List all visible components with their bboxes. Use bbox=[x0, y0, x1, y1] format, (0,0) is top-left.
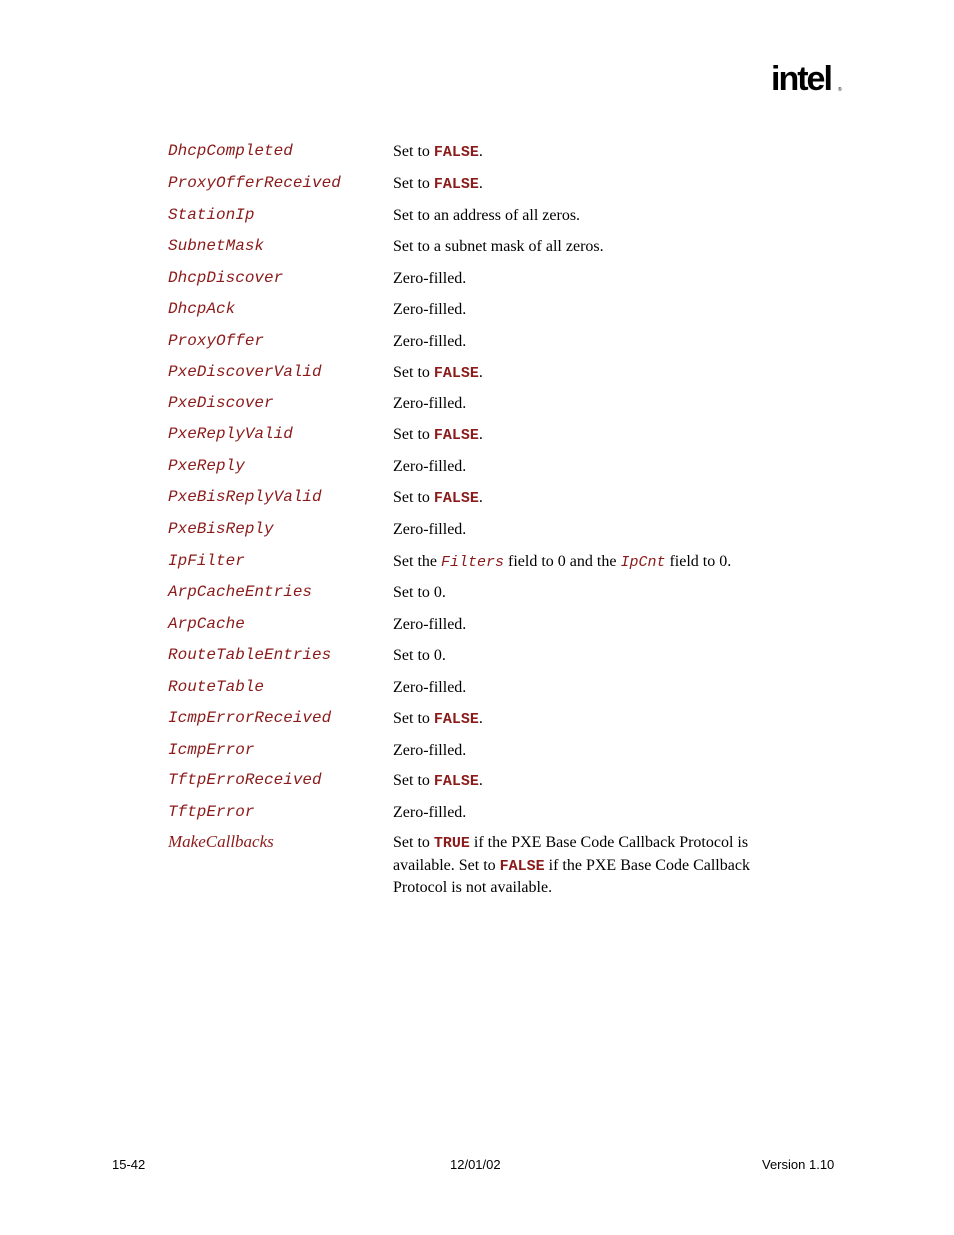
definition-term: MakeCallbacks bbox=[168, 832, 274, 851]
description-text: Zero-filled. bbox=[393, 521, 467, 538]
definition-description bbox=[393, 173, 793, 196]
description-text: . bbox=[478, 175, 483, 192]
keyword-constant: FALSE bbox=[433, 176, 479, 193]
definition-description bbox=[393, 551, 793, 574]
description-text: Set to an address of all zeros. bbox=[393, 207, 581, 224]
description-text: Zero-filled. bbox=[393, 395, 467, 412]
definition-term: IcmpErrorReceived bbox=[168, 709, 332, 727]
keyword-constant: FALSE bbox=[433, 711, 479, 728]
description-text: Set the bbox=[393, 553, 441, 570]
description-text: Zero-filled. bbox=[393, 458, 467, 475]
definition-description bbox=[393, 331, 793, 353]
definition-description bbox=[393, 519, 793, 541]
definition-term: DhcpAck bbox=[168, 300, 236, 318]
description-text: Set to bbox=[393, 834, 434, 851]
definition-description bbox=[393, 456, 793, 478]
definition-term: PxeBisReplyValid bbox=[168, 488, 322, 506]
definition-description bbox=[393, 677, 793, 699]
definition-term: PxeReply bbox=[168, 457, 245, 475]
definition-description bbox=[393, 802, 793, 824]
description-text: if the PXE Base Code Callback Protocol is available. Set to bbox=[393, 834, 749, 874]
intel-logo bbox=[771, 58, 845, 104]
description-text: Zero-filled. bbox=[393, 804, 467, 821]
definition-term: SubnetMask bbox=[168, 237, 265, 255]
description-text: . bbox=[478, 143, 483, 160]
description-text: . bbox=[478, 426, 483, 443]
definition-description bbox=[393, 268, 793, 290]
svg-text:®: ® bbox=[838, 87, 842, 93]
description-text: . bbox=[478, 710, 483, 727]
definition-description bbox=[393, 770, 793, 793]
keyword-constant: FALSE bbox=[433, 365, 479, 382]
keyword-constant: FALSE bbox=[433, 144, 479, 161]
description-text: if the PXE Base Code Callback Protocol is not available. bbox=[393, 856, 750, 896]
definition-term: IpFilter bbox=[168, 552, 245, 570]
keyword-constant: FALSE bbox=[433, 427, 479, 444]
definition-term: ProxyOfferReceived bbox=[168, 174, 341, 192]
description-text: Set to a subnet mask of all zeros. bbox=[393, 238, 604, 255]
definition-description bbox=[393, 299, 793, 321]
definition-description bbox=[393, 708, 793, 731]
definition-description bbox=[393, 205, 793, 227]
definition-term: PxeBisReply bbox=[168, 520, 274, 538]
description-text: Set to 0. bbox=[393, 584, 446, 601]
description-text: Set to bbox=[393, 772, 434, 789]
description-text: . bbox=[478, 772, 483, 789]
description-text: Zero-filled. bbox=[393, 679, 467, 696]
definition-description bbox=[393, 740, 793, 762]
keyword-constant: TRUE bbox=[433, 835, 470, 852]
definition-term: PxeDiscover bbox=[168, 394, 274, 412]
definition-term: DhcpCompleted bbox=[168, 142, 293, 160]
footer-version: Version 1.10 bbox=[762, 1157, 835, 1172]
definition-description bbox=[393, 424, 793, 447]
description-text: field to 0 and the bbox=[504, 553, 621, 570]
definition-term: ProxyOffer bbox=[168, 332, 265, 350]
description-text: . bbox=[478, 489, 483, 506]
description-text: Zero-filled. bbox=[393, 742, 467, 759]
definition-description bbox=[393, 832, 793, 899]
definition-term: TftpErroReceived bbox=[168, 771, 322, 789]
definition-term: PxeReplyValid bbox=[168, 425, 293, 443]
description-text: Zero-filled. bbox=[393, 270, 467, 287]
description-text: Zero-filled. bbox=[393, 301, 467, 318]
definition-term: PxeDiscoverValid bbox=[168, 363, 322, 381]
description-text: Set to bbox=[393, 426, 434, 443]
field-name: Filters bbox=[441, 554, 505, 571]
definition-description bbox=[393, 141, 793, 164]
definition-description bbox=[393, 645, 793, 667]
definition-term: ArpCache bbox=[168, 615, 245, 633]
description-text: Set to bbox=[393, 175, 434, 192]
description-text: . bbox=[478, 364, 483, 381]
keyword-constant: FALSE bbox=[499, 857, 545, 875]
description-text: field to 0. bbox=[665, 553, 732, 570]
definition-term: RouteTable bbox=[168, 678, 265, 696]
definition-term: ArpCacheEntries bbox=[168, 583, 313, 601]
definition-description bbox=[393, 582, 793, 604]
description-text: Set to bbox=[393, 364, 434, 381]
definition-term: IcmpError bbox=[168, 741, 255, 759]
description-text: Set to 0. bbox=[393, 647, 446, 664]
keyword-constant: FALSE bbox=[433, 773, 479, 790]
description-text: Set to bbox=[393, 489, 434, 506]
definition-term: TftpError bbox=[168, 803, 255, 821]
page-number: 15-42 bbox=[112, 1157, 146, 1172]
definition-description bbox=[393, 362, 793, 385]
definition-description bbox=[393, 614, 793, 636]
description-text: Set to bbox=[393, 710, 434, 727]
field-name: IpCnt bbox=[620, 554, 666, 571]
definition-term: DhcpDiscover bbox=[168, 269, 284, 287]
definition-term: StationIp bbox=[168, 206, 255, 224]
intel-logo-text: intel bbox=[771, 60, 831, 98]
description-text: Set to bbox=[393, 143, 434, 160]
footer-date: 12/01/02 bbox=[450, 1157, 501, 1172]
definition-description bbox=[393, 393, 793, 415]
keyword-constant: FALSE bbox=[433, 490, 479, 507]
description-text: Zero-filled. bbox=[393, 333, 467, 350]
definition-term: RouteTableEntries bbox=[168, 646, 332, 664]
definition-description bbox=[393, 236, 793, 258]
definition-description bbox=[393, 487, 793, 510]
description-text: Zero-filled. bbox=[393, 616, 467, 633]
